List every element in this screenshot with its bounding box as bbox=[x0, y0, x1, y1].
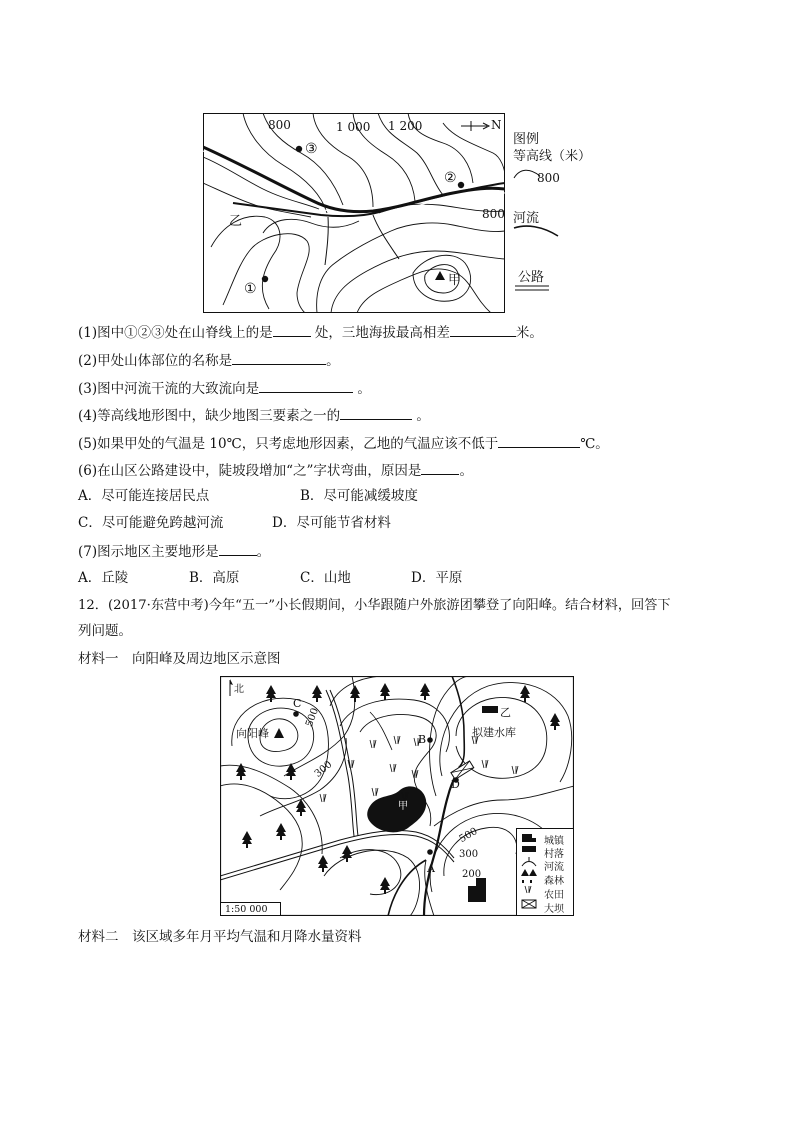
question-12-line-2: 列问题。 bbox=[78, 623, 132, 639]
question-6-options-row-2 bbox=[78, 514, 391, 532]
contour-label-500-west: 500 bbox=[304, 706, 321, 729]
question-12-line-1: 12．(2017·东营中考)今年“五一”小长假期间，小华跟随户外旅游团攀登了向阳峰。结合材料，回答下 bbox=[78, 598, 671, 613]
question-7: (7)图示地区主要地形是 。 bbox=[78, 541, 270, 561]
point-c-label: C bbox=[293, 697, 302, 710]
option-6c: C．尽可能避免跨越河流 bbox=[78, 515, 224, 531]
point-3-label: ③ bbox=[305, 141, 318, 157]
town-yi-label: 乙 bbox=[500, 706, 511, 719]
legend-river-2: 河流 bbox=[544, 862, 564, 873]
material-2-title: 材料二 该区域多年月平均气温和月降水量资料 bbox=[78, 929, 362, 945]
contour-label-800-top: 800 bbox=[268, 118, 291, 132]
point-a-label: A bbox=[427, 862, 435, 875]
yi-label: 乙 bbox=[229, 214, 243, 229]
point-d-label: D bbox=[451, 778, 460, 791]
question-6: (6)在山区公路建设中，陡坡段增加“之”字状弯曲，原因是 。 bbox=[78, 460, 473, 480]
legend-road: 公路 bbox=[518, 270, 545, 285]
legend-town: 城镇 bbox=[544, 836, 564, 847]
point-b-label: B bbox=[418, 733, 427, 746]
town-jia-label: 甲 bbox=[398, 801, 408, 812]
point-1-label: ① bbox=[244, 281, 257, 297]
question-2: (2)甲处山体部位的名称是 。 bbox=[78, 350, 340, 370]
contour-label-1200: 1 200 bbox=[388, 119, 423, 133]
question-6-options-row-1 bbox=[78, 487, 418, 505]
option-7d: D．平原 bbox=[411, 570, 463, 586]
option-7b: B．高原 bbox=[189, 570, 240, 586]
contour-label-300-west: 300 bbox=[312, 759, 335, 780]
question-5: (5)如果甲处的气温是 10℃，只考虑地形因素，乙地的气温应该不低于 ℃。 bbox=[78, 433, 609, 453]
peak-label: 向阳峰 bbox=[236, 727, 269, 740]
xiangyang-peak-map bbox=[220, 676, 574, 916]
legend-dam: 大坝 bbox=[544, 904, 564, 915]
legend-contour-value: 800 bbox=[537, 171, 560, 185]
legend-contour-title: 等高线（米） bbox=[513, 149, 592, 164]
map2-north-label: 北 bbox=[234, 684, 244, 695]
legend-river: 河流 bbox=[513, 211, 540, 226]
option-6a: A．尽可能连接居民点 bbox=[78, 488, 210, 504]
contour-label-800-right: 800 bbox=[482, 207, 505, 221]
legend-title: 图例 bbox=[513, 132, 540, 147]
option-6b: B．尽可能减缓坡度 bbox=[300, 488, 418, 504]
legend-village: 村落 bbox=[544, 849, 564, 860]
scale-label: 1:50 000 bbox=[225, 904, 268, 915]
legend-farmland: 农田 bbox=[544, 890, 564, 901]
material-1-title: 材料一 向阳峰及周边地区示意图 bbox=[78, 651, 281, 667]
contour-label-200: 200 bbox=[462, 869, 482, 880]
contour-label-1000: 1 000 bbox=[336, 120, 371, 134]
option-7a: A．丘陵 bbox=[78, 570, 129, 586]
contour-label-500-east: 500 bbox=[457, 825, 480, 846]
legend-road-symbol bbox=[514, 284, 550, 292]
legend-river-symbol bbox=[512, 222, 560, 240]
legend-forest: 森林 bbox=[544, 876, 564, 887]
contour-label-300-east: 300 bbox=[459, 849, 479, 860]
point-2-label: ② bbox=[444, 170, 457, 186]
option-6d: D．尽可能节省材料 bbox=[272, 515, 391, 531]
question-3: (3)图中河流干流的大致流向是 。 bbox=[78, 378, 371, 398]
jia-peak-label: 甲 bbox=[448, 273, 462, 288]
question-1: (1)图中①②③处在山脊线上的是 处，三地海拔最高相差 米。 bbox=[78, 322, 543, 342]
question-7-options bbox=[78, 569, 462, 587]
option-7c: C．山地 bbox=[300, 570, 351, 586]
reservoir-label: 拟建水库 bbox=[472, 726, 516, 739]
north-label: N bbox=[491, 118, 502, 132]
question-4: (4)等高线地形图中，缺少地图三要素之一的 。 bbox=[78, 405, 430, 425]
